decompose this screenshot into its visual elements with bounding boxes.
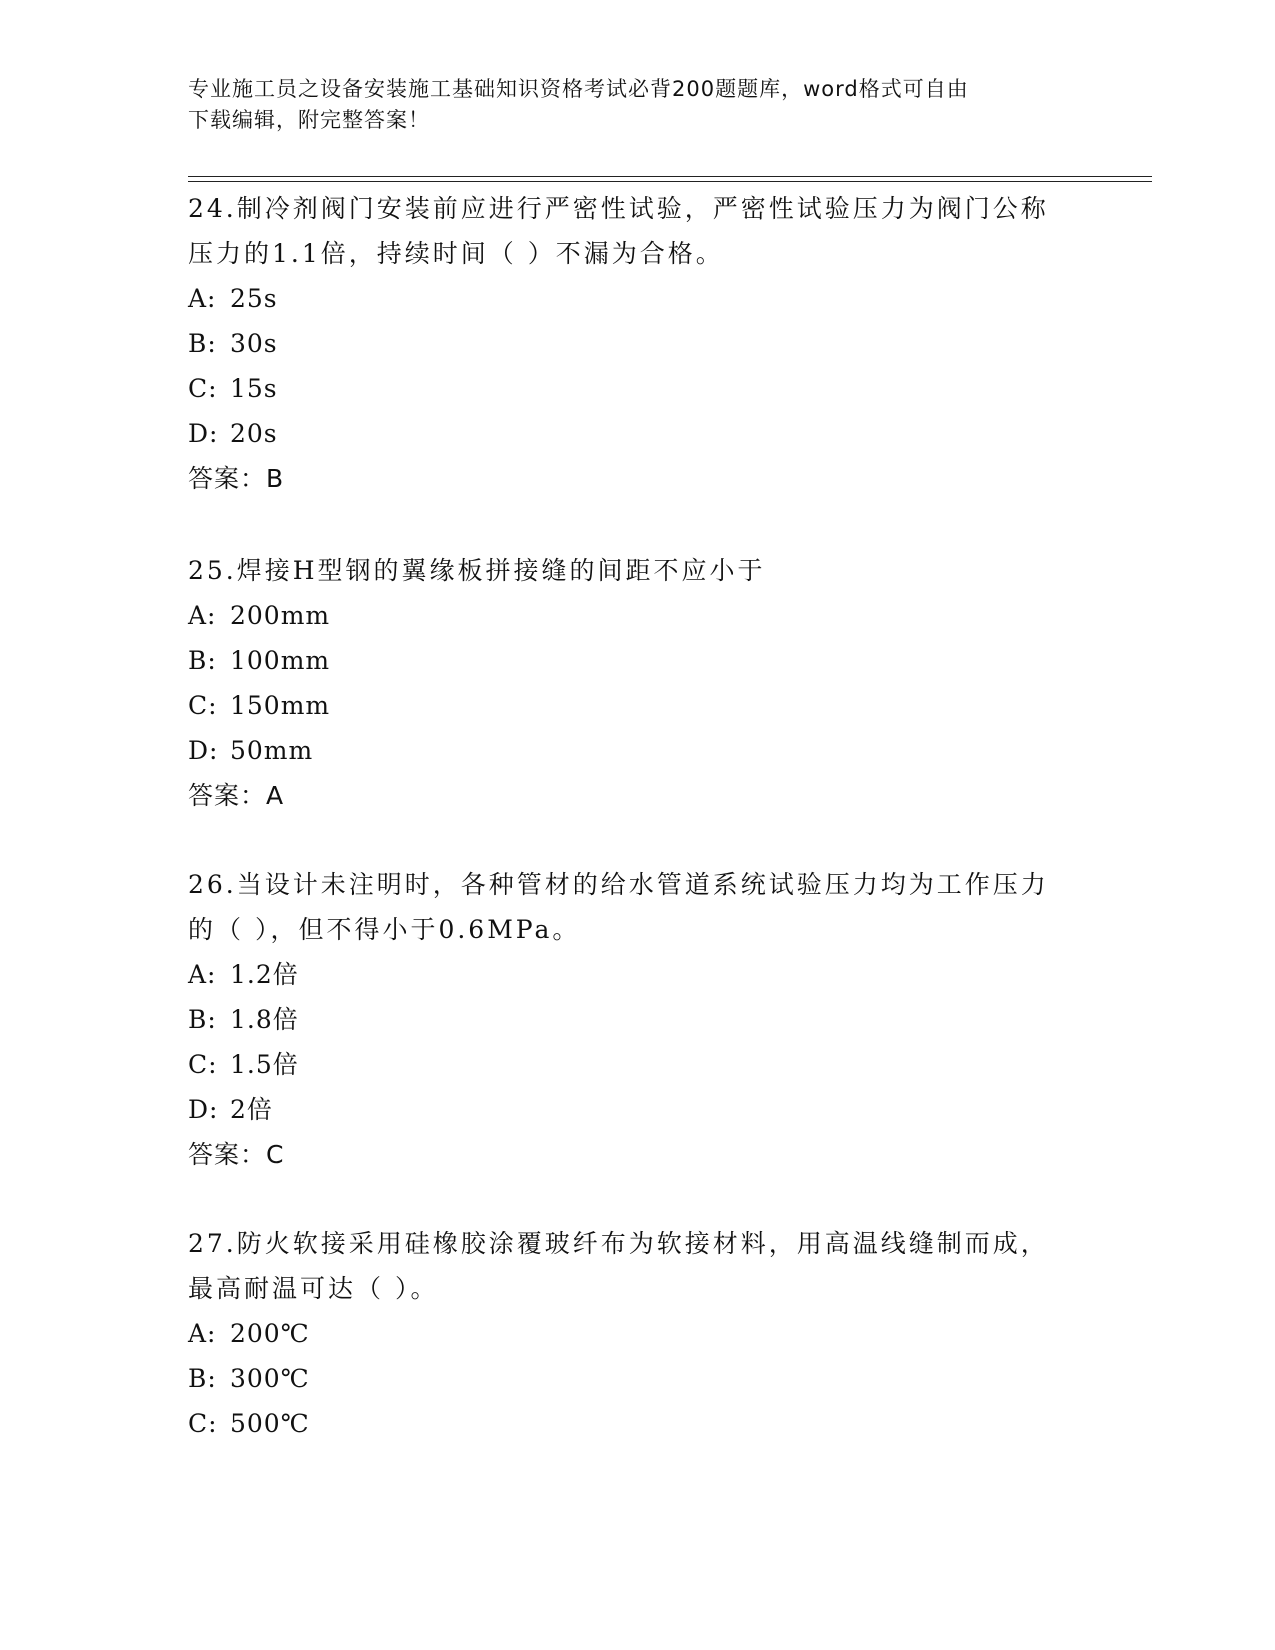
option-text: 30s: [230, 329, 278, 358]
option-c: [188, 683, 1088, 728]
answer-line: 答案：B: [188, 464, 285, 493]
option-text: 1.5倍: [230, 1050, 299, 1079]
answer-line: 答案：C: [188, 1140, 285, 1169]
question-stem-line: 27.防火软接采用硅橡胶涂覆玻纤布为软接材料，用高温线缝制而成，: [188, 1229, 1049, 1258]
option-a: [188, 276, 1088, 321]
header-line-1: 专业施工员之设备安装施工基础知识资格考试必背200题题库，word格式可自由: [188, 77, 969, 101]
option-text: 15s: [230, 374, 278, 403]
option-b: [188, 638, 1088, 683]
answer-line: 答案：A: [188, 781, 285, 810]
option-key: D:: [188, 736, 219, 765]
option-key: C:: [188, 374, 218, 403]
header-divider-top: [188, 176, 1152, 177]
option-text: 20s: [230, 419, 278, 448]
option-d: [188, 1087, 1088, 1132]
option-key: D:: [188, 1095, 219, 1124]
option-text: 50mm: [230, 736, 314, 765]
question-stem-line: 的（ ），但不得小于0.6MPa。: [188, 915, 581, 944]
option-text: 1.2倍: [230, 960, 299, 989]
option-key: B:: [188, 1364, 217, 1393]
option-d: [188, 728, 1088, 773]
question-27: [188, 1221, 1088, 1446]
option-text: 500℃: [230, 1409, 310, 1438]
option-text: 300℃: [230, 1364, 310, 1393]
option-key: D:: [188, 419, 219, 448]
option-d: [188, 411, 1088, 456]
option-text: 100mm: [230, 646, 331, 675]
option-a: [188, 593, 1088, 638]
question-stem-line: 26.当设计未注明时，各种管材的给水管道系统试验压力均为工作压力: [188, 870, 1049, 899]
option-key: A:: [188, 601, 217, 630]
option-key: A:: [188, 960, 217, 989]
option-c: [188, 1401, 1088, 1446]
option-text: 2倍: [230, 1095, 273, 1124]
question-26: [188, 862, 1088, 1177]
option-key: B:: [188, 1005, 217, 1034]
option-a: [188, 1311, 1088, 1356]
question-25: [188, 548, 1088, 818]
question-stem-line: 压力的1.1倍，持续时间（ ）不漏为合格。: [188, 239, 724, 268]
option-key: C:: [188, 1409, 218, 1438]
option-b: [188, 321, 1088, 366]
option-text: 200mm: [230, 601, 331, 630]
option-b: [188, 1356, 1088, 1401]
option-key: C:: [188, 691, 218, 720]
question-24: [188, 186, 1088, 501]
option-key: B:: [188, 646, 217, 675]
option-text: 200℃: [230, 1319, 310, 1348]
option-text: 25s: [230, 284, 278, 313]
option-key: C:: [188, 1050, 218, 1079]
option-text: 150mm: [230, 691, 331, 720]
question-stem-line: 25.焊接H型钢的翼缘板拼接缝的间距不应小于: [188, 556, 766, 585]
option-c: [188, 366, 1088, 411]
option-key: B:: [188, 329, 217, 358]
option-b: [188, 997, 1088, 1042]
question-stem-line: 最高耐温可达（ ）。: [188, 1274, 439, 1303]
option-a: [188, 952, 1088, 997]
option-c: [188, 1042, 1088, 1087]
option-key: A:: [188, 1319, 217, 1348]
option-key: A:: [188, 284, 217, 313]
question-stem-line: 24.制冷剂阀门安装前应进行严密性试验，严密性试验压力为阀门公称: [188, 194, 1049, 223]
header-divider-bottom: [188, 181, 1152, 182]
header-line-2: 下载编辑，附完整答案！: [188, 108, 430, 132]
option-text: 1.8倍: [230, 1005, 299, 1034]
document-header: [188, 74, 1068, 136]
